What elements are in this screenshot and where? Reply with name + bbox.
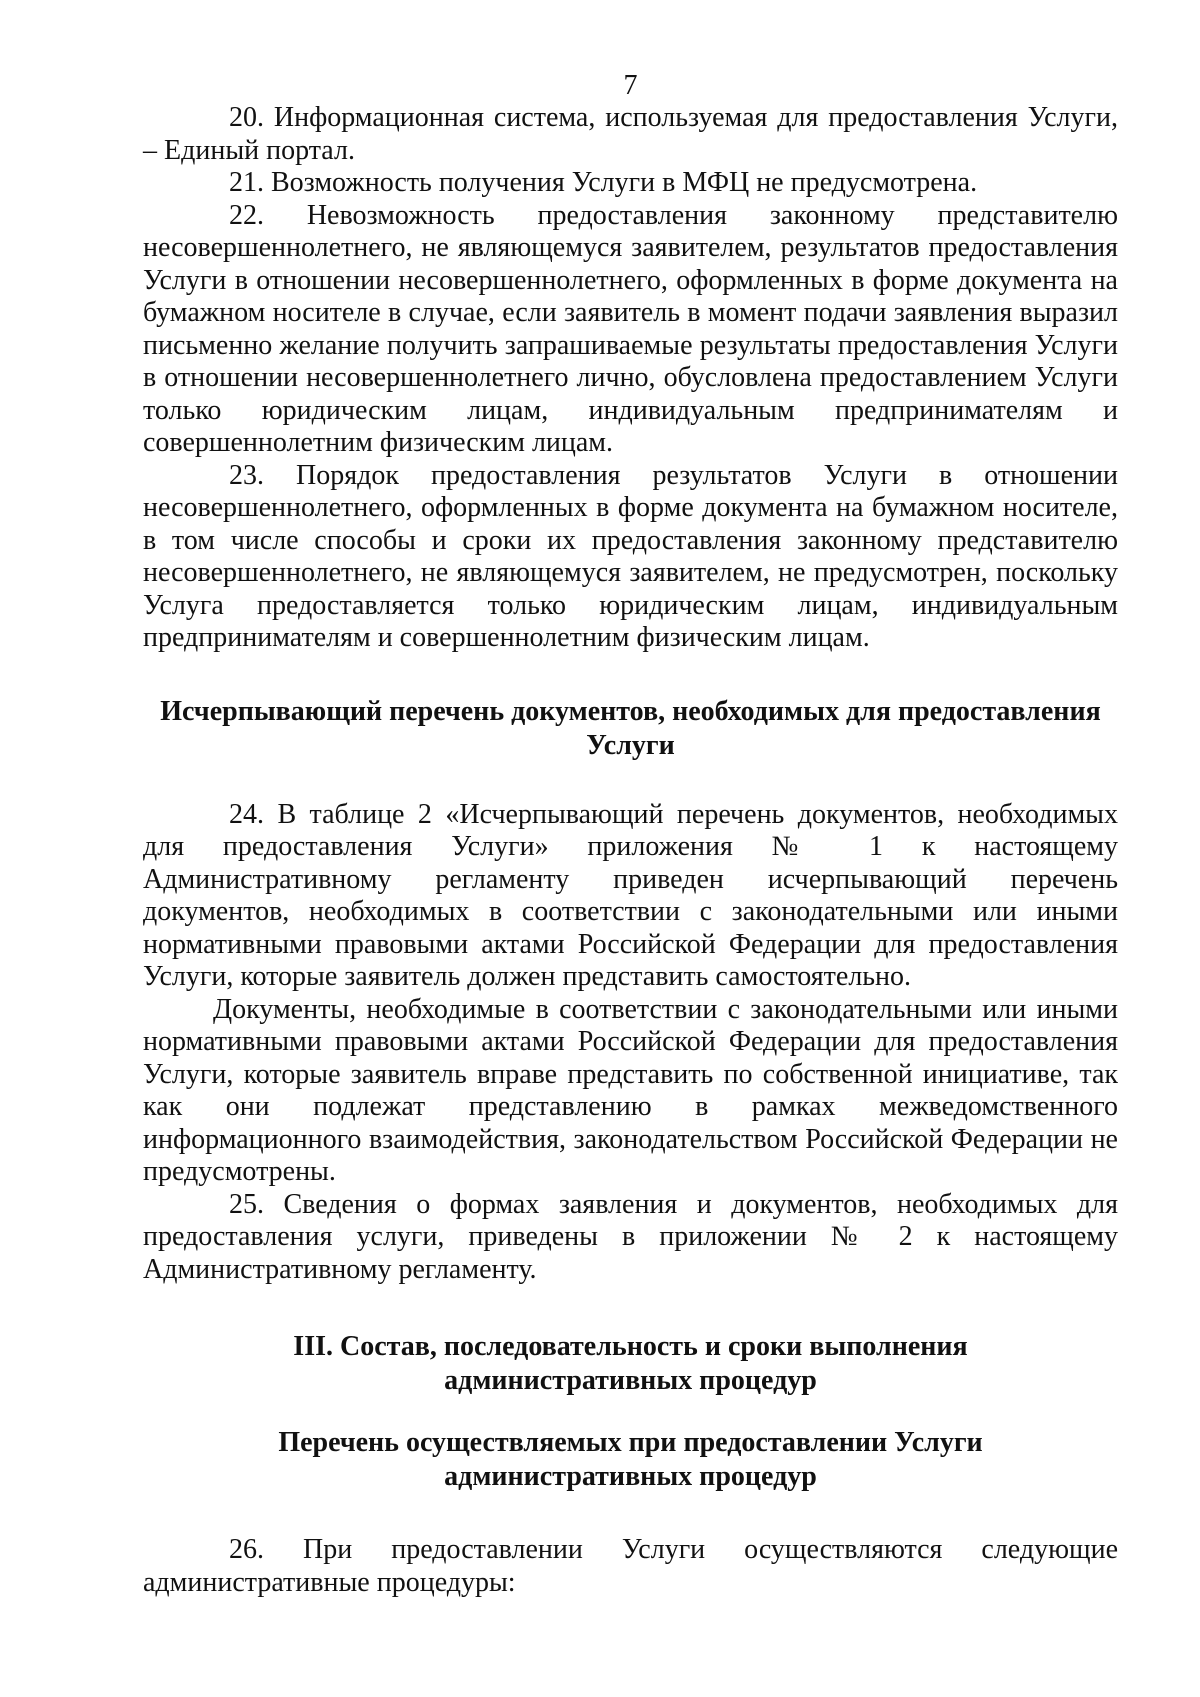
heading-procedures-line-1: Перечень осуществляемых при предоставлении Услуги (278, 1427, 983, 1458)
heading-documents-list (143, 695, 1118, 763)
paragraph-20: 20. Информационная система, используемая для предоставления Услуги, – Единый портал. (143, 102, 1118, 166)
heading-section-3-line-2: административных процедур (444, 1365, 817, 1396)
spacer (143, 1286, 1118, 1330)
spacer (143, 1494, 1118, 1534)
paragraph-26: 26. При предоставлении Услуги осуществляются следующие административные процедуры: (143, 1534, 1118, 1598)
heading-procedures-line-2: административных процедур (444, 1461, 817, 1492)
heading-documents-line-1: Исчерпывающий перечень документов, необходимых для предоставления (160, 695, 1101, 727)
spacer (143, 763, 1118, 799)
heading-procedures-list (143, 1426, 1118, 1494)
page-number: 7 (623, 70, 638, 101)
spacer (143, 1398, 1118, 1426)
paragraph-23: 23. Порядок предоставления результатов Услуги в отношении несовершеннолетнего, оформленных в форме документа на бумажном носителе, в том числе способы и сроки их предоставления законному представителю несовершеннолетнего, не являющемуся заявителем, не предусмотрен, поскольку Услуга предоставляется только юридическим лицам, индивидуальным предпринимателям и совершеннолетним физическим лицам. (143, 459, 1118, 653)
heading-section-3 (143, 1330, 1118, 1398)
paragraph-22: 22. Невозможность предоставления законному представителю несовершеннолетнего, не являющемуся заявителем, результатов предоставления Услуги в отношении несовершеннолетнего, оформленных в форме документа на бумажном носителе в случае, если заявитель в момент подачи заявления выразил письменно желание получить запрашиваемые результаты предоставления Услуги в отношении несовершеннолетнего лично, обусловлена предоставлением Услуги только юридическим лицам, индивидуальным предпринимателям и совершеннолетним физическим лицам. (143, 199, 1118, 458)
document-page (143, 70, 1118, 1599)
paragraph-25: 25. Сведения о формах заявления и документов, необходимых для предоставления услуги, приведены в приложении № 2 к настоящему Административному регламенту. (143, 1188, 1118, 1285)
spacer (143, 655, 1118, 695)
paragraph-21: 21. Возможность получения Услуги в МФЦ не предусмотрена. (229, 167, 978, 198)
heading-section-3-line-1: III. Состав, последовательность и сроки выполнения (293, 1331, 968, 1362)
paragraph-24: 24. В таблице 2 «Исчерпывающий перечень документов, необходимых для предоставления Услуги» приложения № 1 к настоящему Административному регламенту приведен исчерпывающий перечень документов, необходимых в соответствии с законодательными или иными нормативными правовыми актами Российской Федерации для предоставления Услуги, которые заявитель должен представить самостоятельно. (143, 798, 1118, 992)
heading-documents-line-2: Услуги (586, 729, 675, 761)
paragraph-24-continued: Документы, необходимые в соответствии с законодательными или иными нормативными правовыми актами Российской Федерации для предоставления Услуги, которые заявитель вправе представить по собственной инициативе, так как они подлежат представлению в рамках межведомственного информационного взаимодействия, законодательством Российской Федерации не предусмотрены. (143, 993, 1118, 1187)
